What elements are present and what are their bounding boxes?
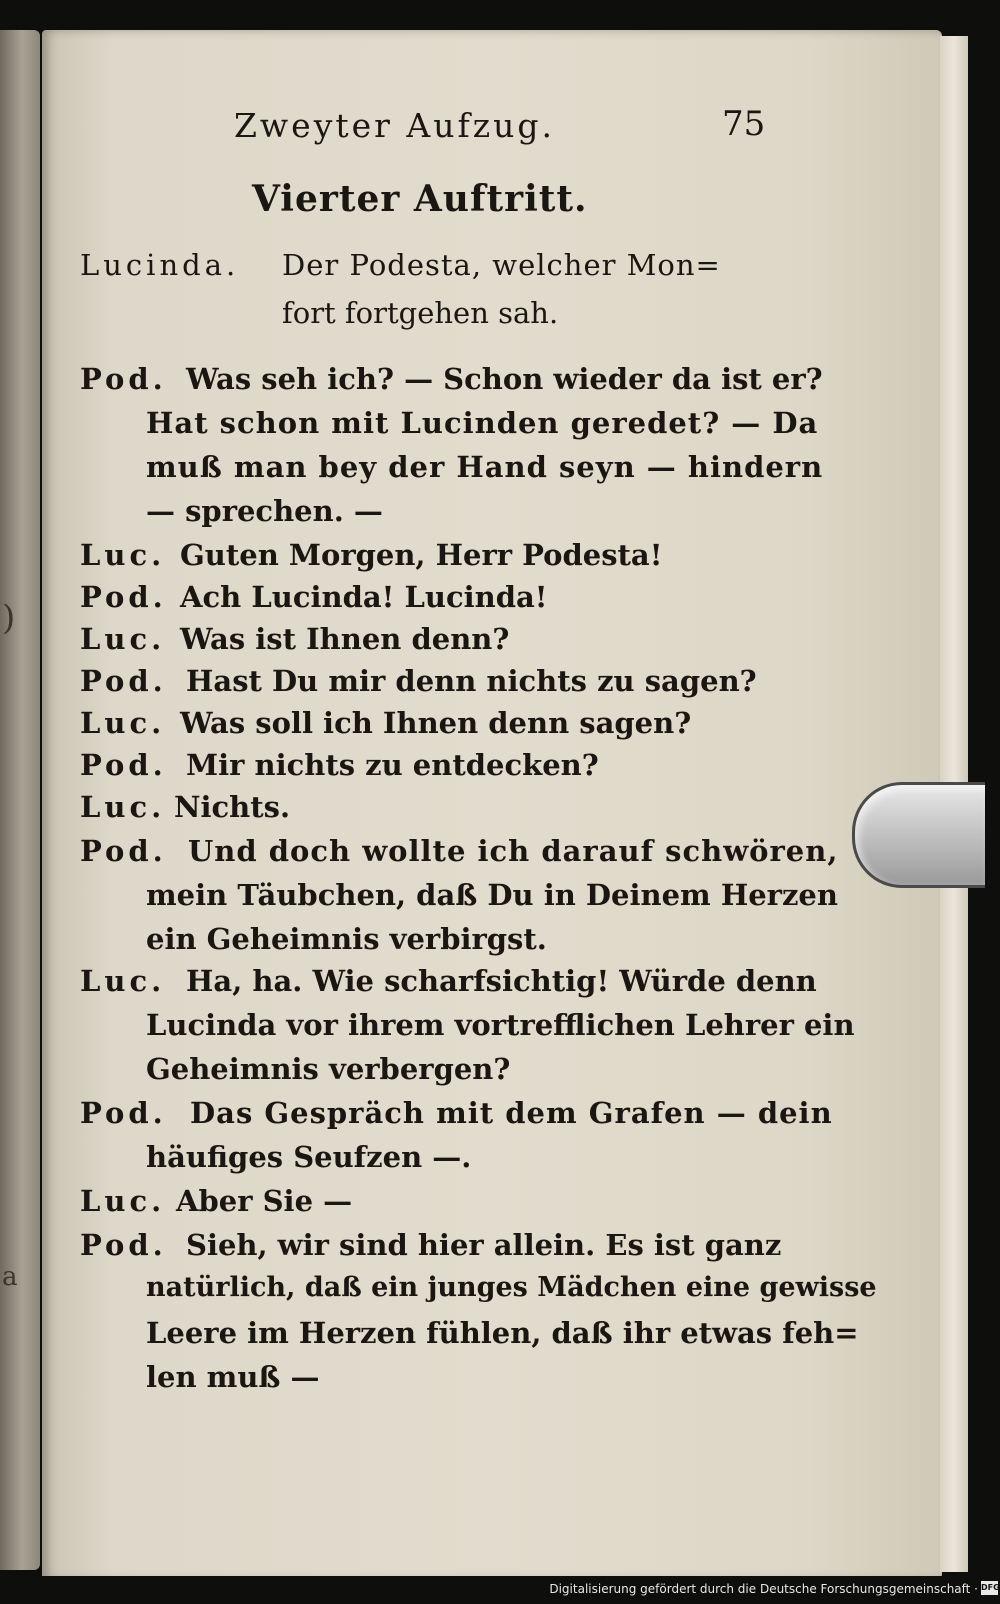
dialogue-line: Sieh, wir sind hier allein. Es ist ganz xyxy=(186,1228,782,1262)
dialogue-line: Was soll ich Ihnen denn sagen? xyxy=(180,706,692,740)
dialogue-line: mein Täubchen, daß Du in Deinem Herzen xyxy=(146,878,838,912)
speaker-label: Luc. xyxy=(80,790,166,824)
dfg-logo: DFG xyxy=(981,1581,998,1595)
digitization-credit: Digitalisierung gefördert durch die Deutsche Forschungsgemeinschaft · xyxy=(549,1582,978,1596)
speaker-label: Pod. xyxy=(80,1096,167,1130)
dialogue-line: muß man bey der Hand seyn — hindern xyxy=(146,450,824,484)
dialogue-line: Was ist Ihnen denn? xyxy=(180,622,510,656)
dialogue-line: Lucinda vor ihrem vortrefflichen Lehrer ein xyxy=(146,1008,855,1042)
dialogue-line: Nichts. xyxy=(174,790,291,824)
speaker-label: Luc. xyxy=(80,1184,166,1218)
speaker-label: Luc. xyxy=(80,622,166,656)
stage-direction-line: fort fortgehen sah. xyxy=(282,296,559,330)
dialogue-line: Geheimnis verbergen? xyxy=(146,1052,511,1086)
speaker-label: Luc. xyxy=(80,964,166,998)
dialogue-line: Mir nichts zu entdecken? xyxy=(186,748,599,782)
dialogue-line: — sprechen. — xyxy=(146,494,383,528)
left-page-mark: a xyxy=(2,1262,18,1292)
speaker-label: Pod. xyxy=(80,580,167,614)
dialogue-line: Hast Du mir denn nichts zu sagen? xyxy=(186,664,757,698)
dialogue-line: Das Gespräch mit dem Grafen — dein xyxy=(190,1096,833,1130)
speaker-label: Luc. xyxy=(80,706,166,740)
dialogue-line: Aber Sie — xyxy=(176,1184,353,1218)
dialogue-line: Guten Morgen, Herr Podesta! xyxy=(180,538,663,572)
left-facing-page-edge xyxy=(0,30,40,1570)
speaker-label: Pod. xyxy=(80,748,167,782)
dialogue-line: Leere im Herzen fühlen, daß ihr etwas feh= xyxy=(146,1316,859,1350)
dialogue-line: Und doch wollte ich darauf schwören, xyxy=(188,834,839,868)
running-head: Zweyter Aufzug. xyxy=(234,106,555,145)
speaker-label: Pod. xyxy=(80,1228,167,1262)
speaker-label: Pod. xyxy=(80,834,167,868)
dialogue-line: Ha, ha. Wie scharfsichtig! Würde denn xyxy=(186,964,817,998)
stage-direction-line: Der Podesta, welcher Mon= xyxy=(282,248,721,282)
speaker-label: Luc. xyxy=(80,538,166,572)
stage-direction-speaker: Lucinda. xyxy=(80,248,240,282)
dialogue-line: Ach Lucinda! Lucinda! xyxy=(180,580,548,614)
left-page-mark: ) xyxy=(2,598,16,638)
dialogue-line: häufiges Seufzen —. xyxy=(146,1140,472,1174)
dialogue-line: len muß — xyxy=(146,1360,320,1394)
speaker-label: Pod. xyxy=(80,664,167,698)
dialogue-line: Hat schon mit Lucinden geredet? — Da xyxy=(146,406,819,440)
dialogue-line: natürlich, daß ein junges Mädchen eine gewisse xyxy=(146,1272,877,1303)
dialogue-line: ein Geheimnis verbirgst. xyxy=(146,922,547,956)
dialogue-line: Was seh ich? — Schon wieder da ist er? xyxy=(186,362,823,396)
page-number: 75 xyxy=(722,104,766,144)
page-clip xyxy=(852,782,985,888)
scene-title: Vierter Auftritt. xyxy=(252,178,588,220)
speaker-label: Pod. xyxy=(80,362,167,396)
